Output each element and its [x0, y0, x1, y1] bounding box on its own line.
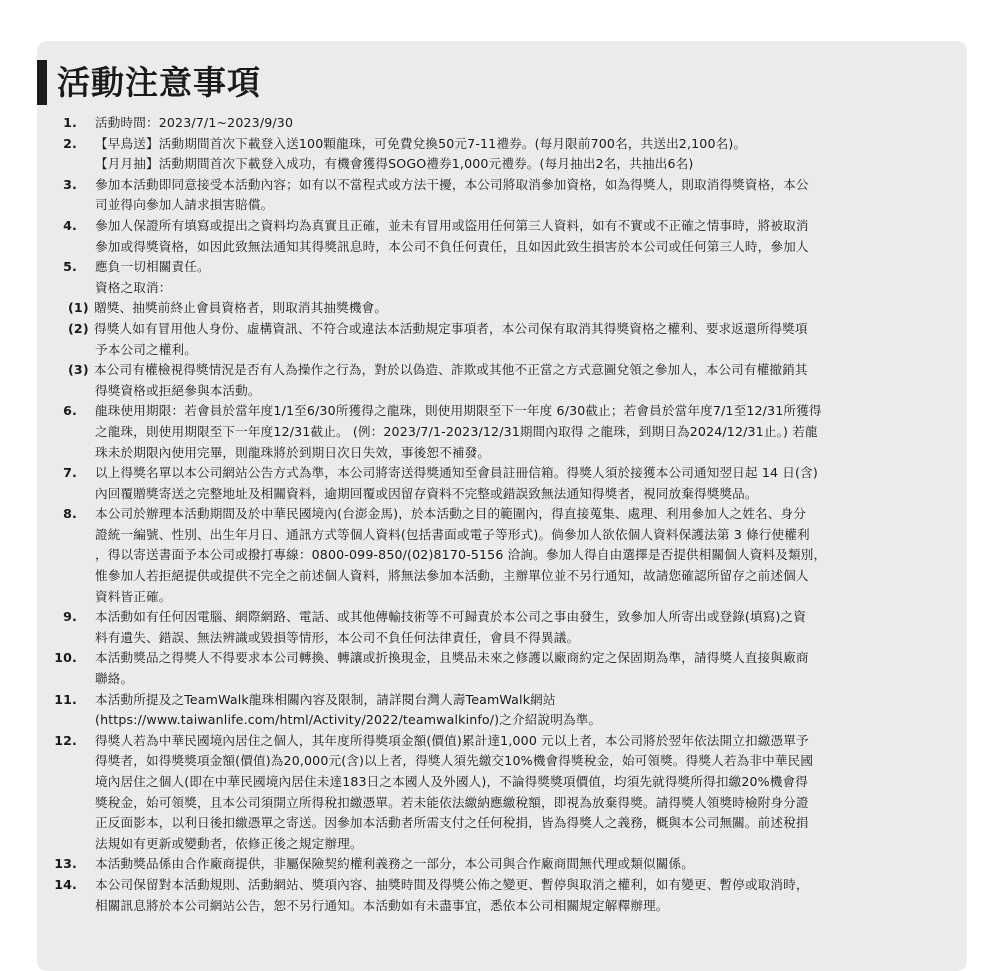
list-line — [37, 237, 967, 258]
item-number: 5. — [63, 259, 77, 275]
list-line — [37, 793, 967, 814]
item-text: 資料皆正確。 — [95, 588, 172, 604]
list-line — [37, 443, 967, 464]
item-text: 本公司有權檢視得獎情況是否有人為操作之行為，對於以偽造、詐欺或其他不正當之方式意圖兌領之參加人，本公司有權撤銷其 — [94, 362, 808, 378]
sub-item-number: (1) — [68, 300, 89, 316]
list-line — [37, 834, 967, 855]
item-text: 之龍珠，則使用期限至下一年度12/31截止。 (例：2023/7/1-2023/12/31期間內取得 之龍珠，到期日為2024/12/31止。) 若龍 — [95, 423, 818, 439]
item-text: 法規如有更新或變動者，依修正後之規定辦理。 — [95, 835, 363, 851]
notice-list — [37, 113, 967, 916]
list-line — [37, 751, 967, 772]
item-text: 活動時間：2023/7/1~2023/9/30 — [95, 115, 294, 130]
item-text: 司並得向參加人請求損害賠償。 — [95, 197, 274, 213]
list-line — [37, 875, 967, 896]
list-line — [37, 134, 967, 155]
list-line — [37, 319, 967, 340]
item-number: 6. — [63, 403, 77, 419]
list-line — [37, 525, 967, 546]
list-line — [37, 463, 967, 484]
list-line — [37, 154, 967, 175]
item-text: ，得以寄送書面予本公司或撥打專線：0800-099-850/(02)8170-5156 洽詢。參加人得自由選擇是否提供相關個人資料及類別， — [95, 547, 827, 563]
item-number: 9. — [63, 609, 77, 625]
list-line — [37, 381, 967, 402]
list-line — [37, 628, 967, 649]
item-text: 得獎資格或拒絕參與本活動。 — [95, 382, 261, 398]
list-line — [37, 648, 967, 669]
list-line — [37, 298, 967, 319]
item-text: 【月月抽】活動期間首次下載登入成功，有機會獲得SOGO禮券1,000元禮券。(每月抽出2名，共抽出6名) — [95, 156, 694, 172]
item-text: 內回覆贈獎寄送之完整地址及相關資料，逾期回覆或因留存資料不完整或錯誤致無法通知得獎者，視同放棄得獎獎品。 — [95, 485, 758, 501]
sub-item-number: (3) — [68, 362, 89, 378]
item-text: 參加或得獎資格，如因此致無法通知其得獎訊息時，本公司不負任何責任，且如因此致生損害於本公司或任何第三人時，參加人 — [95, 238, 809, 254]
list-line — [37, 422, 967, 443]
list-line — [37, 257, 967, 278]
item-number: 2. — [63, 135, 77, 151]
list-line — [37, 896, 967, 917]
item-text: 【早鳥送】活動期間首次下載登入送100顆龍珠，可免費兌換50元7-11禮券。(每月限前700名，共送出2,100名)。 — [95, 135, 747, 151]
list-line — [37, 710, 967, 731]
item-text: 獎稅金，始可領獎，且本公司須開立所得稅扣繳憑單。若未能依法繳納應繳稅額，即視為放棄得獎。請得獎人領獎時檢附身分證 — [95, 794, 809, 810]
item-text: 珠未於期限內使用完畢，則龍珠將於到期日次日失效，事後恕不補發。 — [95, 444, 491, 460]
item-text: 資格之取消： — [95, 279, 172, 295]
item-text: 惟參加人若拒絕提供或提供不完全之前述個人資料，將無法參加本活動，主辦單位並不另行通知，故請您確認所留存之前述個人 — [95, 568, 809, 584]
item-number: 3. — [63, 176, 77, 192]
item-text: 境內居住之個人(即在中華民國境內居住未達183日之本國人及外國人)，不論得獎獎項價值，均須先就得獎所得扣繳20%機會得 — [95, 774, 808, 789]
item-text: 料有遺失、錯誤、無法辨識或毀損等情形，本公司不負任何法律責任，會員不得異議。 — [95, 629, 580, 645]
item-text: 參加人保證所有填寫或提出之資料均為真實且正確，並未有冒用或盜用任何第三人資料，如有不實或不正確之情事時，將被取消 — [95, 217, 809, 233]
item-number: 7. — [63, 465, 77, 481]
item-number: 11. — [54, 691, 77, 707]
item-text: (https://www.taiwanlife.com/html/Activity/2022/teamwalkinfo/)之介紹說明為準。 — [95, 712, 602, 728]
list-line — [37, 607, 967, 628]
item-number: 13. — [54, 856, 77, 872]
item-number: 4. — [63, 217, 77, 233]
list-line — [37, 669, 967, 690]
item-text: 得獎者，如得獎獎項金額(價值)為20,000元(含)以上者，得獎人須先繳交10%機會得獎稅金，始可領獎。得獎人若為非中華民國 — [95, 753, 814, 769]
item-number: 12. — [54, 732, 77, 748]
list-line — [37, 690, 967, 711]
list-line — [37, 854, 967, 875]
list-line — [37, 401, 967, 422]
list-line — [37, 772, 967, 793]
item-text: 以上得獎名單以本公司網站公告方式為準，本公司將寄送得獎通知至會員註冊信箱。得獎人須於接獲本公司通知翌日起 14 日(含) — [95, 465, 818, 481]
item-text: 本公司於辦理本活動期間及於中華民國境內(台澎金馬)，於本活動之目的範圍內，得直接蒐集、處理、利用參加人之姓名、身分 — [95, 506, 807, 522]
item-text: 本活動如有任何因電腦、網際網路、電話、或其他傳輸技術等不可歸責於本公司之事由發生，致參加人所寄出或登錄(填寫)之資 — [95, 609, 807, 625]
list-line — [37, 731, 967, 752]
title-accent-bar — [37, 60, 47, 105]
list-line — [37, 484, 967, 505]
item-text: 正反面影本，以利日後扣繳憑單之寄送。因參加本活動者所需支付之任何稅捐，皆為得獎人之義務，概與本公司無關。前述稅捐 — [95, 815, 809, 831]
item-text: 聯絡。 — [95, 671, 134, 687]
notice-card — [37, 41, 967, 971]
item-number: 8. — [63, 506, 77, 522]
item-text: 本活動獎品之得獎人不得要求本公司轉換、轉讓或折換現金，且獎品未來之修護以廠商約定之保固期為準，請得獎人直接與廠商 — [95, 650, 809, 666]
list-line — [37, 340, 967, 361]
list-line — [37, 216, 967, 237]
item-number: 10. — [54, 650, 77, 666]
title-block — [37, 60, 261, 105]
item-text: 本公司保留對本活動規則、活動網站、獎項內容、抽獎時間及得獎公佈之變更、暫停與取消之權利，如有變更、暫停或取消時， — [95, 876, 809, 892]
item-text: 贈獎、抽獎前終止會員資格者，則取消其抽獎機會。 — [94, 300, 388, 316]
list-line — [37, 813, 967, 834]
item-number: 14. — [54, 876, 77, 892]
list-line — [37, 587, 967, 608]
sub-item-number: (2) — [68, 320, 89, 336]
item-text: 證統一編號、性別、出生年月日、通訊方式等個人資料(包括書面或電子等形式)。倘參加人欲依個人資料保護法第 3 條行使權利 — [95, 526, 810, 542]
list-line — [37, 113, 967, 134]
page-title: 活動注意事項 — [57, 63, 261, 102]
list-line — [37, 195, 967, 216]
item-text: 予本公司之權利。 — [95, 341, 197, 357]
list-line — [37, 566, 967, 587]
list-line — [37, 175, 967, 196]
item-text: 參加本活動即同意接受本活動內容；如有以不當程式或方法干擾，本公司將取消參加資格，如為得獎人，則取消得獎資格，本公 — [95, 176, 809, 192]
list-line — [37, 545, 967, 566]
item-text: 相關訊息將於本公司網站公告，恕不另行通知。本活動如有未盡事宜，悉依本公司相關規定解釋辦理。 — [95, 897, 669, 913]
item-text: 龍珠使用期限：若會員於當年度1/1至6/30所獲得之龍珠，則使用期限至下一年度 6/30截止；若會員於當年度7/1至12/31所獲得 — [95, 403, 822, 419]
list-line — [37, 504, 967, 525]
item-text: 本活動所提及之TeamWalk龍珠相關內容及限制，請詳閱台灣人壽TeamWalk網站 — [95, 691, 556, 707]
item-text: 得獎人如有冒用他人身份、虛構資訊、不符合或違法本活動規定事項者，本公司保有取消其得獎資格之權利、要求返還所得獎項 — [94, 320, 808, 336]
list-line — [37, 360, 967, 381]
list-line — [37, 278, 967, 299]
item-number: 1. — [63, 115, 77, 130]
item-text: 得獎人若為中華民國境內居住之個人，其年度所得獎項金額(價值)累計達1,000 元以上者，本公司將於翌年依法開立扣繳憑單予 — [95, 732, 809, 748]
item-text: 應負一切相關責任。 — [95, 259, 210, 275]
item-text: 本活動獎品係由合作廠商提供，非屬保險契約權利義務之一部分，本公司與合作廠商間無代理或類似關係。 — [95, 856, 694, 872]
